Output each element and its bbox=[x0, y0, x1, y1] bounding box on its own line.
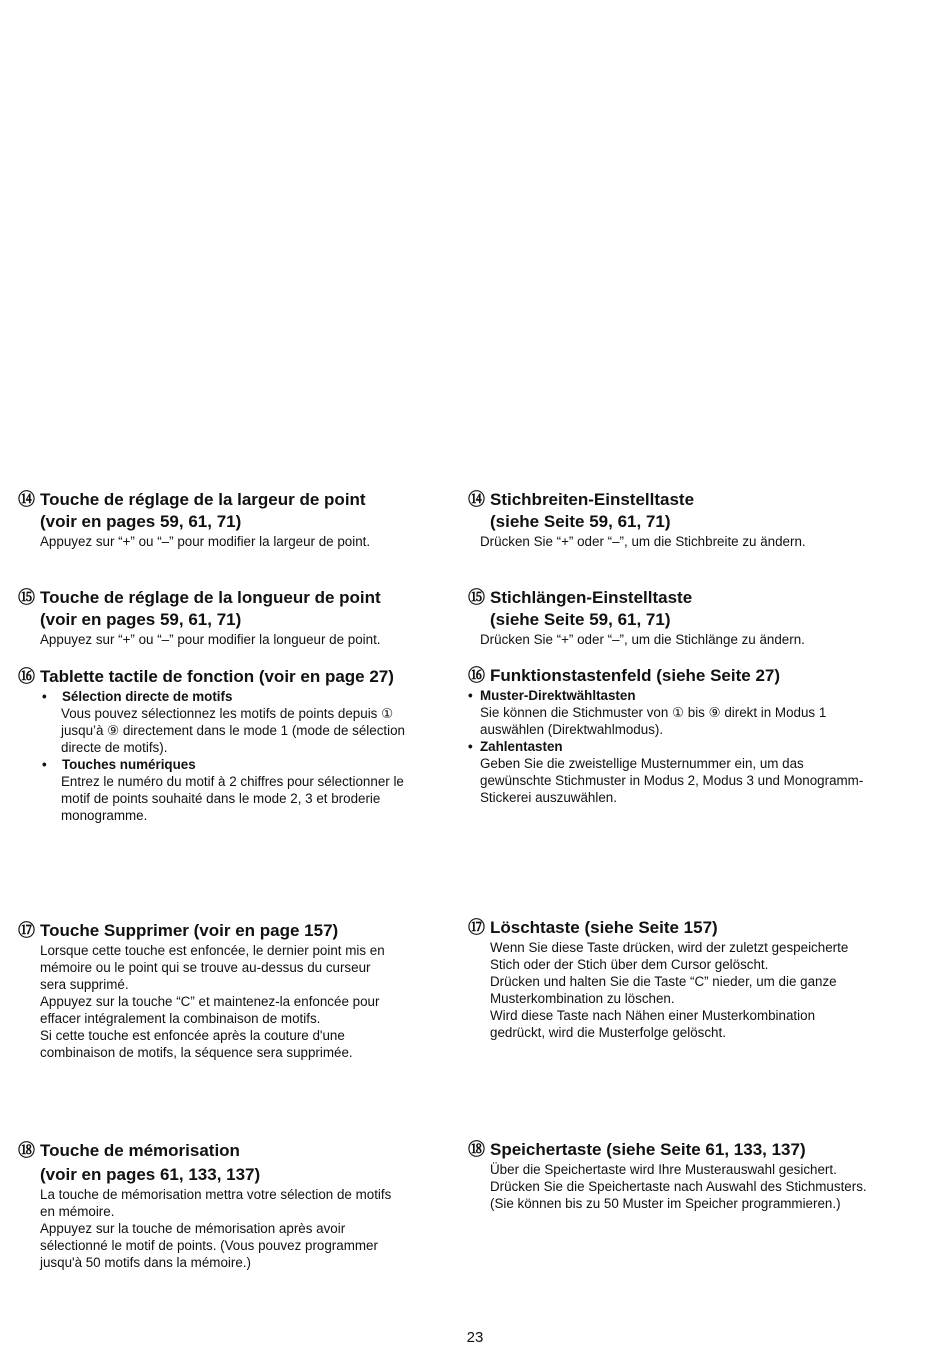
fr-s17-line: Lorsque cette touche est enfoncée, le dernier point mis en bbox=[40, 943, 385, 958]
de-section-18 bbox=[468, 1139, 867, 1212]
de-s15-heading bbox=[468, 587, 805, 609]
fr-s14-title: Touche de réglage de la largeur de point bbox=[40, 490, 366, 509]
fr-s14-body: Appuyez sur “+” ou “–” pour modifier la largeur de point. bbox=[40, 534, 371, 549]
fr-s16-bullet-2 bbox=[18, 756, 405, 773]
de-s17-line: gedrückt, wird die Musterfolge gelöscht. bbox=[490, 1025, 726, 1040]
fr-s14-title-pages: (voir en pages 59, 61, 71) bbox=[40, 512, 242, 531]
fr-s18-line: sélectionné le motif de points. (Vous pouvez programmer bbox=[40, 1238, 378, 1253]
de-s16-number: ⑯ bbox=[468, 666, 485, 685]
fr-section-16 bbox=[18, 666, 405, 824]
de-s18-line: Drücken Sie die Speichertaste nach Auswahl des Stichmusters. bbox=[490, 1179, 867, 1194]
fr-s14-heading bbox=[18, 489, 370, 511]
fr-s15-number: ⑮ bbox=[18, 588, 35, 607]
fr-s16-b2-line: motif de points souhaité dans le mode 2, 3 et broderie bbox=[61, 791, 381, 806]
de-s17-line: Stich oder der Stich über dem Cursor gelöscht. bbox=[490, 957, 769, 972]
fr-s18-number: ⑱ bbox=[18, 1141, 35, 1160]
de-s17-line: Wenn Sie diese Taste drücken, wird der zuletzt gespeicherte bbox=[490, 940, 849, 955]
de-s16-b1-title: Muster-Direktwähltasten bbox=[480, 688, 636, 703]
fr-s17-line: mémoire ou le point qui se trouve au-dessus du curseur bbox=[40, 960, 371, 975]
de-section-14 bbox=[468, 489, 806, 550]
de-s15-body: Drücken Sie “+” oder “–”, um die Stichlänge zu ändern. bbox=[480, 632, 805, 647]
de-s14-heading bbox=[468, 489, 806, 511]
fr-s18-line: Appuyez sur la touche de mémorisation après avoir bbox=[40, 1221, 346, 1236]
fr-s17-number: ⑰ bbox=[18, 921, 35, 940]
page-number: 23 bbox=[466, 1329, 484, 1346]
de-section-17 bbox=[468, 917, 848, 1041]
de-s15-title-pages: (siehe Seite 59, 61, 71) bbox=[490, 610, 671, 629]
de-section-16 bbox=[468, 665, 863, 806]
fr-s17-line: sera supprimé. bbox=[40, 977, 129, 992]
fr-s16-b1-line: Vous pouvez sélectionnez les motifs de points depuis ① bbox=[61, 706, 394, 721]
fr-s17-title: Touche Supprimer (voir en page 157) bbox=[40, 921, 339, 940]
de-s18-title: Speichertaste (siehe Seite 61, 133, 137) bbox=[490, 1140, 806, 1159]
de-s17-line: Wird diese Taste nach Nähen einer Musterkombination bbox=[490, 1008, 816, 1023]
fr-section-14 bbox=[18, 489, 370, 550]
de-s17-number: ⑰ bbox=[468, 918, 485, 937]
de-s16-b2-line: gewünschte Stichmuster in Modus 2, Modus 3 und Monogramm- bbox=[480, 773, 864, 788]
fr-s15-heading bbox=[18, 587, 381, 609]
fr-s18-title-pages: (voir en pages 61, 133, 137) bbox=[40, 1165, 261, 1184]
fr-s18-title: Touche de mémorisation bbox=[40, 1141, 240, 1160]
de-s17-heading bbox=[468, 917, 848, 939]
fr-s17-heading bbox=[18, 920, 385, 942]
de-s16-b1-line: auswählen (Direktwahlmodus). bbox=[480, 722, 664, 737]
de-s15-title: Stichlängen-Einstelltaste bbox=[490, 588, 693, 607]
fr-s15-body: Appuyez sur “+” ou “–” pour modifier la longueur de point. bbox=[40, 632, 381, 647]
de-s16-b1-line: Sie können die Stichmuster von ① bis ⑨ direkt in Modus 1 bbox=[480, 705, 827, 720]
bullet-icon: • bbox=[468, 739, 473, 754]
de-s16-bullet-2 bbox=[468, 738, 863, 755]
fr-s16-bullet-1 bbox=[18, 688, 405, 705]
fr-s17-line: effacer intégralement la combinaison de motifs. bbox=[40, 1011, 321, 1026]
fr-s16-b2-line: Entrez le numéro du motif à 2 chiffres pour sélectionner le bbox=[61, 774, 404, 789]
de-s15-number: ⑮ bbox=[468, 588, 485, 607]
de-s16-bullet-1 bbox=[468, 687, 863, 704]
de-s18-line: Über die Speichertaste wird Ihre Musterauswahl gesichert. bbox=[490, 1162, 837, 1177]
de-s16-b2-line: Geben Sie die zweistellige Musternummer ein, um das bbox=[480, 756, 804, 771]
de-s16-title: Funktionstastenfeld (siehe Seite 27) bbox=[490, 666, 781, 685]
de-s14-title: Stichbreiten-Einstelltaste bbox=[490, 490, 695, 509]
fr-s18-line: jusqu'à 50 motifs dans la mémoire.) bbox=[40, 1255, 251, 1270]
de-s18-heading bbox=[468, 1139, 867, 1161]
fr-s17-line: combinaison de motifs, la séquence sera supprimée. bbox=[40, 1045, 353, 1060]
fr-s16-number: ⑯ bbox=[18, 667, 35, 686]
de-s17-line: Drücken und halten Sie die Taste “C” nieder, um die ganze bbox=[490, 974, 837, 989]
fr-s16-b1-line: jusqu’à ⑨ directement dans le mode 1 (mode de sélection bbox=[61, 723, 405, 738]
de-s14-body: Drücken Sie “+” oder “–”, um die Stichbreite zu ändern. bbox=[480, 534, 806, 549]
bullet-icon: • bbox=[468, 688, 473, 703]
de-s18-number: ⑱ bbox=[468, 1140, 485, 1159]
fr-section-15 bbox=[18, 587, 381, 648]
fr-s16-b1-title: Sélection directe de motifs bbox=[62, 689, 233, 704]
fr-s14-number: ⑭ bbox=[18, 490, 35, 509]
de-s16-b2-title: Zahlentasten bbox=[480, 739, 563, 754]
fr-s18-line: en mémoire. bbox=[40, 1204, 115, 1219]
de-section-15 bbox=[468, 587, 805, 648]
de-s14-title-pages: (siehe Seite 59, 61, 71) bbox=[490, 512, 671, 531]
fr-section-17 bbox=[18, 920, 385, 1061]
de-s17-line: Musterkombination zu löschen. bbox=[490, 991, 675, 1006]
fr-s16-heading bbox=[18, 666, 405, 688]
fr-s15-title-pages: (voir en pages 59, 61, 71) bbox=[40, 610, 242, 629]
fr-s16-b2-title: Touches numériques bbox=[62, 757, 196, 772]
bullet-icon: • bbox=[42, 757, 47, 772]
de-s18-line: (Sie können bis zu 50 Muster im Speicher programmieren.) bbox=[490, 1196, 841, 1211]
fr-s18-heading bbox=[18, 1140, 391, 1162]
fr-section-18 bbox=[18, 1140, 391, 1271]
fr-s17-line: Si cette touche est enfoncée après la couture d'une bbox=[40, 1028, 345, 1043]
bullet-icon: • bbox=[42, 689, 47, 704]
de-s16-heading bbox=[468, 665, 863, 687]
fr-s18-line: La touche de mémorisation mettra votre sélection de motifs bbox=[40, 1187, 392, 1202]
fr-s16-b1-line: directe de motifs). bbox=[61, 740, 168, 755]
de-s17-title: Löschtaste (siehe Seite 157) bbox=[490, 918, 718, 937]
fr-s17-line: Appuyez sur la touche “C” et maintenez-la enfoncée pour bbox=[40, 994, 380, 1009]
fr-s16-b2-line: monogramme. bbox=[61, 808, 148, 823]
fr-s16-title: Tablette tactile de fonction (voir en page 27) bbox=[40, 667, 394, 686]
fr-s15-title: Touche de réglage de la longueur de point bbox=[40, 588, 381, 607]
de-s14-number: ⑭ bbox=[468, 490, 485, 509]
de-s16-b2-line: Stickerei auszuwählen. bbox=[480, 790, 617, 805]
